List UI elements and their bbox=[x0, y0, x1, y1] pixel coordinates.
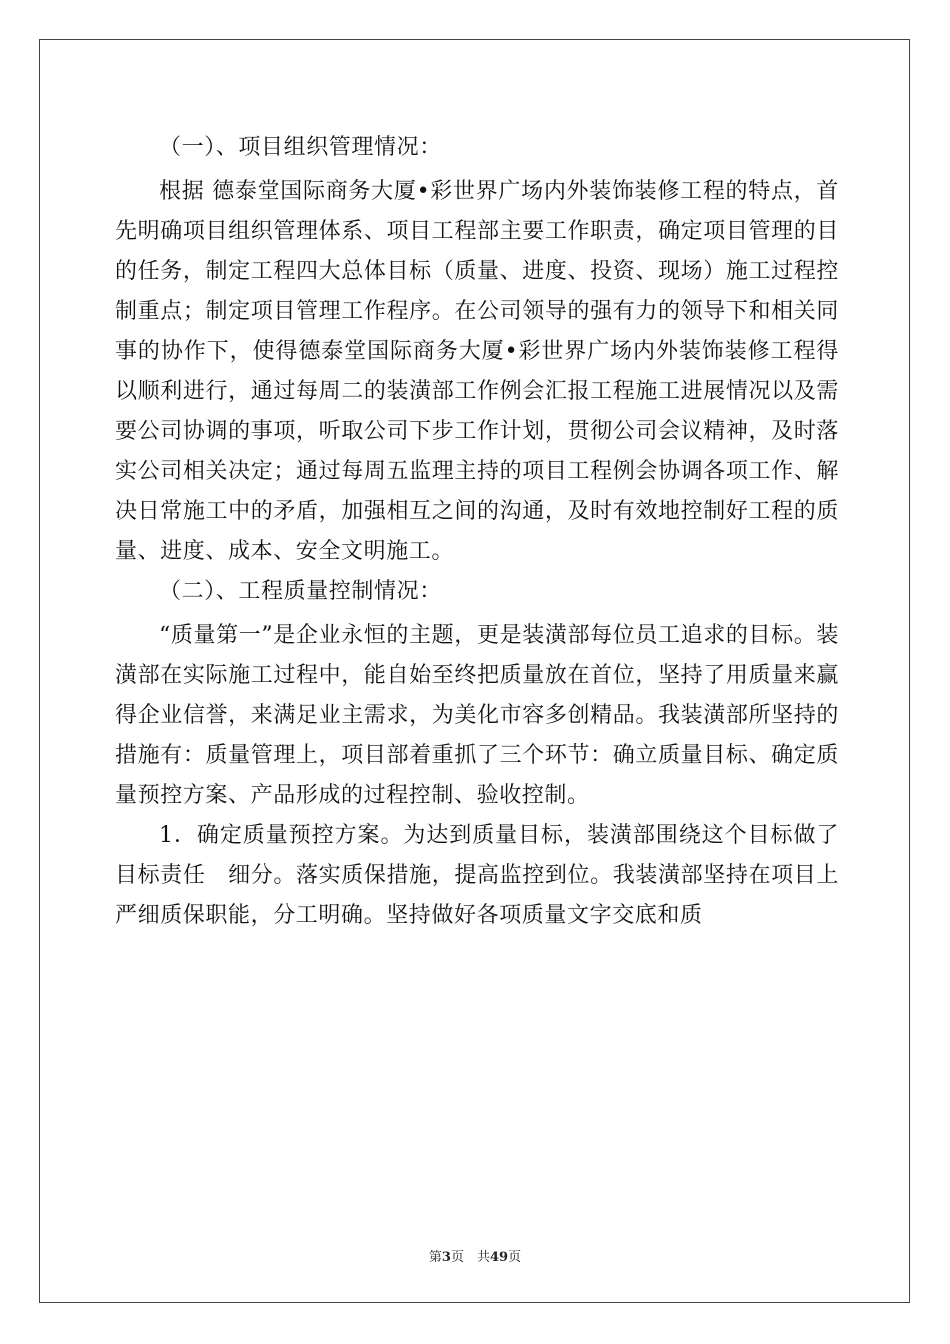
paragraph-2: “质量第一”是企业永恒的主题，更是装潢部每位员工追求的目标。装潢部在实际施工过程中，能自始至终把质量放在首位，坚持了用质量来赢得企业信誉，来满足业主需求，为美化市容多创精品。我装潢部所坚持的措施有：质量管理上，项目部着重抓了三个环节：确立质量目标、确定质量预控方案、产品形成的过程控制、验收控制。 bbox=[115, 623, 839, 808]
page-footer bbox=[0, 1246, 950, 1265]
page-number: 3 bbox=[441, 1250, 451, 1265]
section-heading-1: （一）、项目组织管理情况： bbox=[159, 135, 442, 160]
total-prefix: 共 bbox=[476, 1250, 490, 1265]
document-body bbox=[115, 128, 839, 936]
total-pages: 49 bbox=[490, 1250, 509, 1265]
paragraph-3: 1．确定质量预控方案。为达到质量目标，装潢部围绕这个目标做了目标责任 细分。落实质保措施，提高监控到位。我装潢部坚持在项目上严细质保职能，分工明确。坚持做好各项质量文字交底和质 bbox=[115, 823, 839, 928]
total-suffix: 页 bbox=[508, 1250, 522, 1265]
paragraph-1: 根据 德泰堂国际商务大厦•彩世界广场内外装饰装修工程的特点，首先明确项目组织管理体系、项目工程部主要工作职责，确定项目管理的目的任务，制定工程四大总体目标（质量、进度、投资、现场）施工过程控制重点；制定项目管理工作程序。在公司领导的强有力的领导下和相关同事的协作下，使得德泰堂国际商务大厦•彩世界广场内外装饰装修工程得以顺利进行，通过每周二的装潢部工作例会汇报工程施工进展情况以及需要公司协调的事项，听取公司下步工作计划，贯彻公司会议精神，及时落实公司相关决定；通过每周五监理主持的项目工程例会协调各项工作、解决日常施工中的矛盾，加强相互之间的沟通，及时有效地控制好工程的质量、进度、成本、安全文明施工。 bbox=[115, 179, 839, 564]
page-prefix: 第 bbox=[428, 1250, 442, 1265]
page-suffix: 页 bbox=[450, 1250, 464, 1265]
section-heading-2: （二）、工程质量控制情况： bbox=[159, 579, 442, 604]
